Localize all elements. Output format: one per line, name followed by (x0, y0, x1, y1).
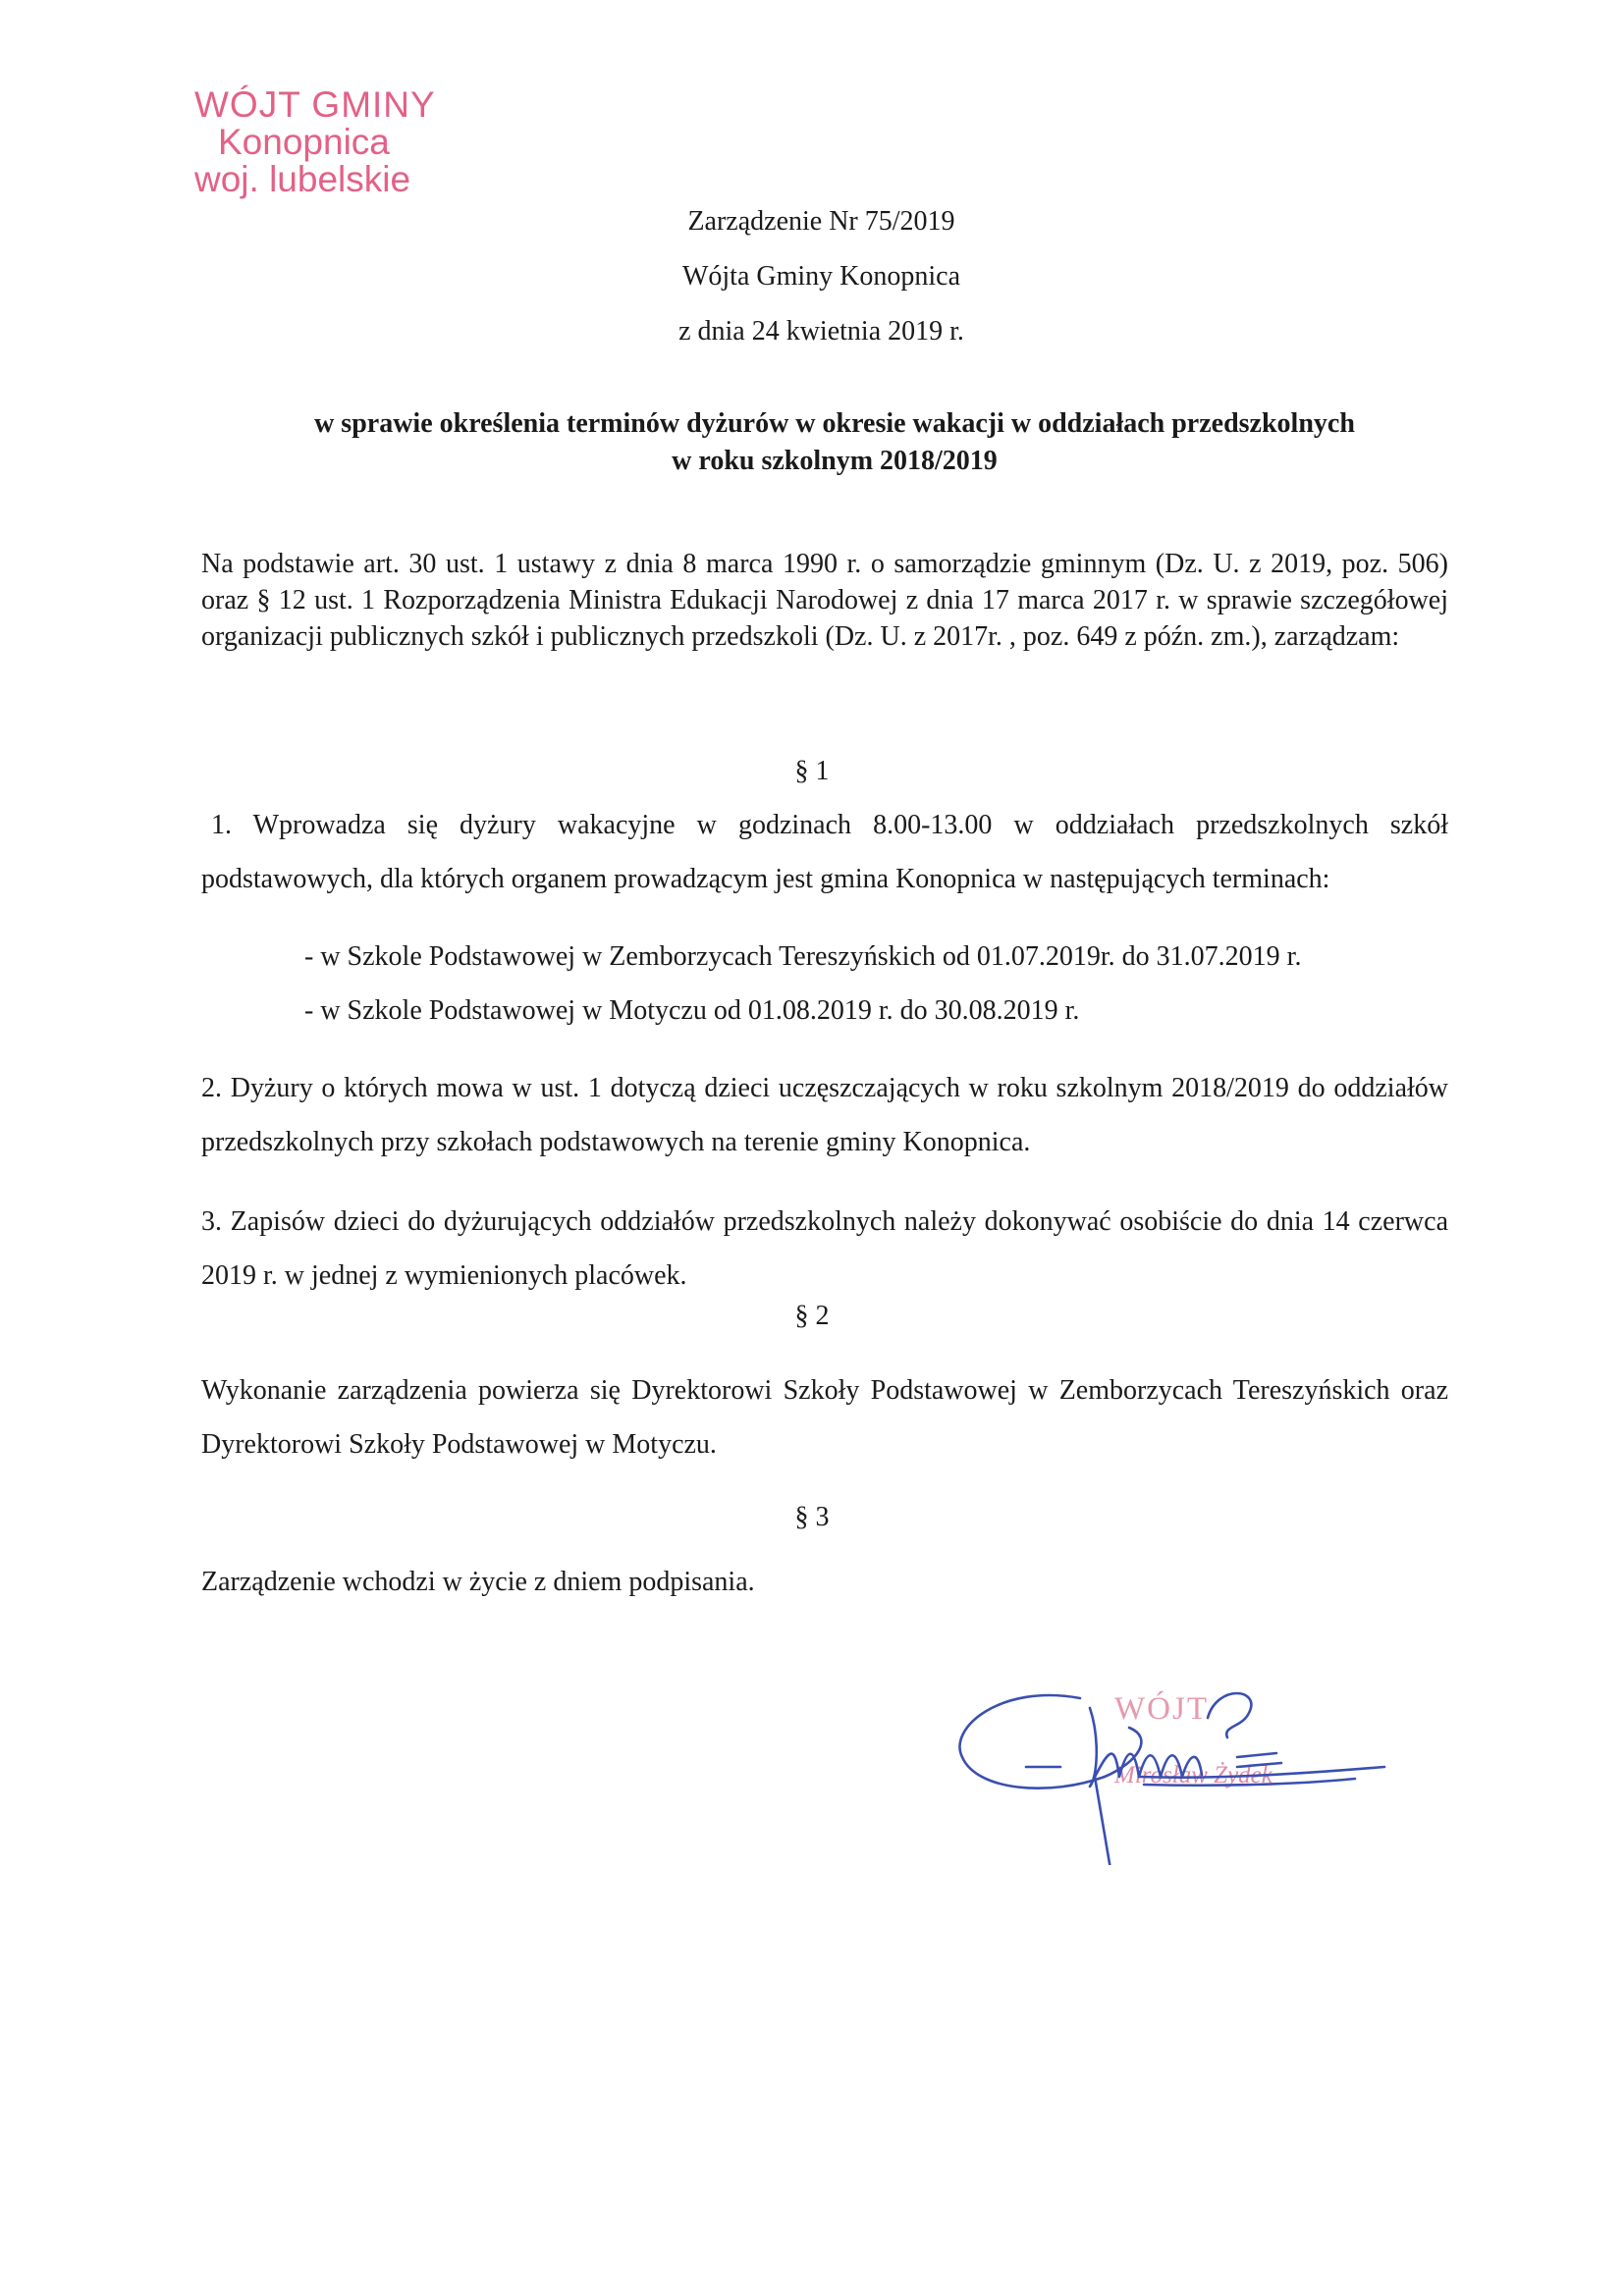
section-1-item-2: 2. Dyżury o których mowa w ust. 1 dotyczą dzieci uczęszczających w roku szkolnym 2018/2019 do oddziałów przedszkolnych przy szkołach podstawowych na terenie gminy Konopnica. (201, 1073, 1448, 1157)
document-header (0, 194, 1624, 359)
section-1-item-1: 1. Wprowadza się dyżury wakacyjne w godzinach 8.00-13.00 w oddziałach przedszkolnych szkół podstawowych, dla których organem prowadzącym jest gmina Konopnica w następujących terminach: (201, 810, 1448, 894)
section-1-item-3: 3. Zapisów dzieci do dyżurujących oddziałów przedszkolnych należy dokonywać osobiście do dnia 14 czerwca 2019 r. w jednej z wymienionych placówek. (201, 1206, 1448, 1291)
schools-list (304, 930, 1301, 1038)
section-3-text: Zarządzenie wchodzi w życie z dniem podpisania. (201, 1567, 755, 1597)
stamp-line-2: Konopnica (218, 122, 390, 162)
section-1-heading: § 1 (794, 756, 830, 786)
subject-line-2: w roku szkolnym 2018/2019 (672, 446, 998, 476)
stamp-line-3: woj. lubelskie (194, 159, 411, 199)
stamp-line-1: WÓJT GMINY (194, 84, 436, 125)
order-date: z dnia 24 kwietnia 2019 r. (678, 316, 964, 347)
handwritten-signature (943, 1629, 1404, 1865)
signatory-name-stamp: Mirosław Żydek (1114, 1762, 1272, 1789)
order-number: Zarządzenie Nr 75/2019 (687, 206, 955, 237)
preamble: Na podstawie art. 30 ust. 1 ustawy z dnia 8 marca 1990 r. o samorządzie gminnym (Dz. U. z 2019, poz. 506) oraz § 12 ust. 1 Rozporządzenia Ministra Edukacji Narodowej z dnia 17 marca 2017 r. w sprawie szczegółowej organizacji publicznych szkół i publicznych przedszkoli (Dz. U. z 2017r. , poz. 649 z późn. zm.), zarządzam: (201, 549, 1448, 652)
subject-line-1: w sprawie określenia terminów dyżurów w okresie wakacji w oddziałach przedszkolnych (314, 408, 1355, 439)
signature-title-stamp: WÓJT (1114, 1691, 1209, 1727)
order-subject (196, 405, 1473, 480)
list-item: - w Szkole Podstawowej w Motyczu od 01.08.2019 r. do 30.08.2019 r. (304, 995, 1080, 1026)
office-stamp (177, 86, 481, 198)
section-2-text: Wykonanie zarządzenia powierza się Dyrektorowi Szkoły Podstawowej w Zemborzycach Tereszyńskich oraz Dyrektorowi Szkoły Podstawowej w Motyczu. (201, 1375, 1448, 1460)
list-item: - w Szkole Podstawowej w Zemborzycach Tereszyńskich od 01.07.2019r. do 31.07.2019 r. (304, 941, 1302, 972)
section-3-heading: § 3 (794, 1502, 830, 1532)
section-2-heading: § 2 (794, 1301, 830, 1331)
order-issuer: Wójta Gminy Konopnica (681, 261, 961, 292)
signature-block (943, 1629, 1404, 1865)
